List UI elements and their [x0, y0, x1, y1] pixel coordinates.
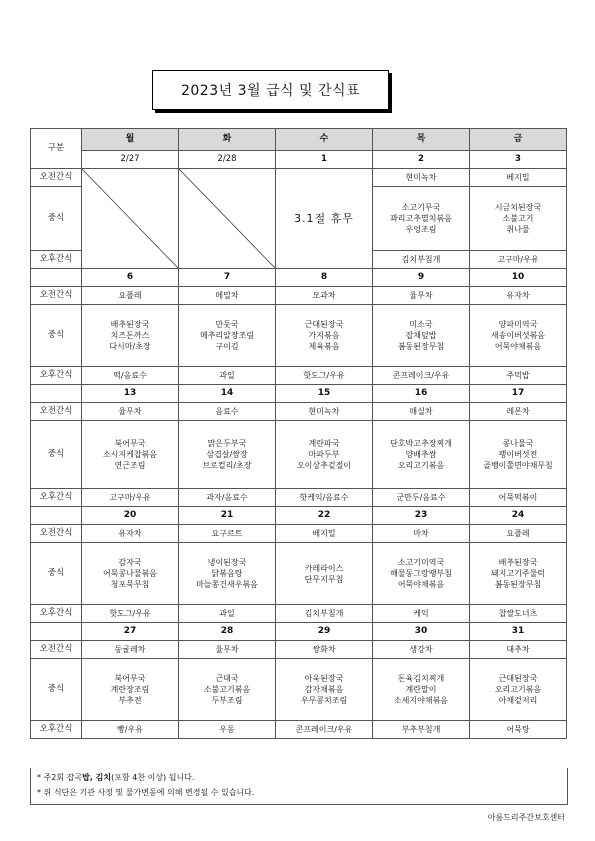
menu-cell [470, 659, 567, 721]
menu-cell [373, 421, 470, 489]
day-header-wed: 수 [276, 129, 373, 151]
row-label-morning: 오전간식 [31, 403, 82, 421]
menu-item: 제육볶음 [308, 342, 340, 351]
menu-cell: 주먹밥 [470, 367, 567, 385]
center-name: 아름드리주간보호센터 [487, 813, 565, 822]
menu-cell [82, 659, 179, 721]
menu-cell: 과일 [179, 367, 276, 385]
menu-item: 봄동된장무침 [494, 580, 542, 589]
menu-item: 봄동된장무침 [397, 342, 445, 351]
menu-item: 어묵야채볶음 [397, 580, 445, 589]
menu-item: 팽이버섯전 [498, 450, 538, 459]
menu-item: 소불고기 [502, 214, 534, 223]
menu-item: 청포묵무침 [110, 580, 150, 589]
date-cell: 7 [179, 269, 276, 287]
diagonal-line [179, 169, 275, 268]
menu-item: 해물동그랑땡부침 [390, 569, 452, 578]
menu-item: 근대된장국 [304, 320, 344, 329]
menu-cell [179, 543, 276, 605]
menu-cell [82, 543, 179, 605]
date-cell: 30 [373, 623, 470, 641]
date-cell: 9 [373, 269, 470, 287]
menu-cell: 부추부침개 [373, 721, 470, 739]
menu-cell: 마차 [373, 525, 470, 543]
row-label-lunch: 중식 [31, 543, 82, 605]
menu-item: 새송이버섯볶음 [490, 331, 546, 340]
menu-item: 계란말이 [405, 685, 437, 694]
menu-cell: 핫도그/우유 [276, 367, 373, 385]
menu-cell: 어묵떡볶이 [470, 489, 567, 507]
menu-item: 계란장조림 [110, 685, 150, 694]
menu-cell: 둥굴레차 [82, 641, 179, 659]
date-cell: 23 [373, 507, 470, 525]
note-2: * 위 식단은 기관 사정 및 물가변동에 의해 변경될 수 있습니다. [37, 788, 255, 797]
date-cell: 15 [276, 385, 373, 403]
row-label-lunch: 중식 [31, 659, 82, 721]
menu-item: 근대된장국 [498, 674, 538, 683]
menu-item: 마늘쫑건새우볶음 [196, 580, 258, 589]
diagonal-line [82, 169, 178, 268]
notes-box [30, 768, 568, 805]
menu-cell: 콘프레이크/우유 [373, 367, 470, 385]
menu-item: 우무콩치조림 [300, 696, 348, 705]
menu-cell: 쌍화차 [276, 641, 373, 659]
date-cell: 2 [373, 151, 470, 169]
menu-cell [373, 659, 470, 721]
menu-cell [82, 421, 179, 489]
empty-cell-mon [82, 169, 179, 269]
date-cell: 16 [373, 385, 470, 403]
date-cell: 2/27 [82, 151, 179, 169]
row-label-afternoon: 오후간식 [31, 251, 82, 269]
holiday-cell: 3.1절 휴무 [276, 169, 373, 269]
menu-cell [373, 543, 470, 605]
menu-cell [276, 659, 373, 721]
day-header-thu: 목 [373, 129, 470, 151]
menu-item: 미소국 [409, 320, 433, 329]
menu-item: 오리고기볶음 [494, 685, 542, 694]
date-cell: 28 [179, 623, 276, 641]
week-spacer [31, 623, 82, 641]
row-label-lunch: 중식 [31, 305, 82, 367]
menu-cell: 과자/음료수 [179, 489, 276, 507]
date-cell: 20 [82, 507, 179, 525]
menu-cell: 김치부침개 [276, 605, 373, 623]
menu-cell: 현미녹차 [276, 403, 373, 421]
menu-cell [179, 305, 276, 367]
menu-cell: 찹쌀도너츠 [470, 605, 567, 623]
menu-item: 메추리알장조림 [199, 331, 255, 340]
menu-item: 골뱅이쫄면야채무침 [483, 461, 553, 470]
date-cell: 17 [470, 385, 567, 403]
menu-item: 감자채볶음 [304, 685, 344, 694]
menu-item: 꽈리고추멸치볶음 [390, 214, 452, 223]
menu-item: 돼지고기주물럭 [490, 569, 546, 578]
menu-cell: 고구마/우유 [82, 489, 179, 507]
menu-item: 아채겉저리 [498, 696, 538, 705]
row-label-afternoon: 오후간식 [31, 489, 82, 507]
date-cell: 10 [470, 269, 567, 287]
menu-cell: 요플레 [82, 287, 179, 305]
menu-item: 계란파국 [308, 439, 340, 448]
menu-item: 두부조림 [211, 696, 243, 705]
menu-item: 브로컬리/초장 [202, 461, 252, 470]
date-cell: 13 [82, 385, 179, 403]
row-label-afternoon: 오후간식 [31, 605, 82, 623]
meal-table [30, 128, 567, 739]
menu-item: 잡채덮밥 [405, 331, 437, 340]
menu-cell: 대추차 [470, 641, 567, 659]
menu-item: 배추된장국 [110, 320, 150, 329]
menu-item: 단무지무침 [304, 574, 344, 584]
date-cell: 22 [276, 507, 373, 525]
menu-cell [470, 305, 567, 367]
menu-cell [470, 543, 567, 605]
menu-item: 냉이된장국 [207, 558, 247, 567]
date-cell: 21 [179, 507, 276, 525]
menu-cell: 케익 [373, 605, 470, 623]
date-cell: 8 [276, 269, 373, 287]
category-header: 구분 [31, 129, 82, 169]
date-cell: 3 [470, 151, 567, 169]
date-cell: 27 [82, 623, 179, 641]
menu-cell: 율무차 [179, 641, 276, 659]
menu-item: 양배추쌈 [405, 450, 437, 459]
menu-item: 배추된장국 [498, 558, 538, 567]
menu-item: 근대국 [215, 674, 239, 683]
menu-item: 우엉조림 [405, 225, 437, 234]
menu-cell: 유자차 [82, 525, 179, 543]
menu-item: 시금치된장국 [494, 203, 542, 212]
row-label-morning: 오전간식 [31, 287, 82, 305]
menu-item: 오리고기볶음 [397, 461, 445, 470]
row-label-afternoon: 오후간식 [31, 367, 82, 385]
menu-cell: 떡/음료수 [82, 367, 179, 385]
row-label-lunch: 중식 [31, 421, 82, 489]
menu-item: 만둣국 [215, 320, 239, 329]
page-title-text: 2023년 3월 급식 및 간식표 [180, 83, 361, 99]
menu-cell: 생강차 [373, 641, 470, 659]
menu-item: 감자국 [118, 558, 142, 567]
menu-cell: 율무차 [82, 403, 179, 421]
menu-cell [276, 421, 373, 489]
date-cell: 29 [276, 623, 373, 641]
menu-cell [276, 543, 373, 605]
week-spacer [31, 269, 82, 287]
menu-item: 아욱된장국 [304, 674, 344, 683]
menu-cell: 음료수 [179, 403, 276, 421]
menu-cell [82, 305, 179, 367]
menu-item: 카레라이스 [304, 563, 344, 573]
menu-cell [470, 421, 567, 489]
menu-item: 양파미역국 [498, 320, 538, 329]
menu-item: 콩나물국 [502, 439, 534, 448]
note-1: * 주2회 잡곡밥, 김치(포함 4찬 이상) 됩니다. [37, 773, 195, 782]
page-title [152, 70, 389, 110]
menu-cell [373, 187, 470, 251]
date-cell: 2/28 [179, 151, 276, 169]
menu-cell: 콘프레이크/우유 [276, 721, 373, 739]
menu-item: 북어무국 [114, 439, 146, 448]
menu-cell: 과일 [179, 605, 276, 623]
date-cell: 1 [276, 151, 373, 169]
menu-cell: 현미녹차 [373, 169, 470, 187]
menu-item: 삼겹살/쌈장 [206, 450, 248, 459]
row-label-lunch: 중식 [31, 187, 82, 251]
menu-cell: 요구르트 [179, 525, 276, 543]
menu-cell: 베지밀 [276, 525, 373, 543]
menu-item: 마파두부 [308, 450, 340, 459]
row-label-morning: 오전간식 [31, 641, 82, 659]
menu-item: 취나물 [506, 225, 530, 234]
menu-item: 소고기무국 [401, 203, 441, 212]
menu-cell: 모과차 [276, 287, 373, 305]
date-cell: 14 [179, 385, 276, 403]
menu-item: 연근조림 [114, 461, 146, 470]
row-label-morning: 오전간식 [31, 169, 82, 187]
menu-cell [470, 187, 567, 251]
menu-cell: 김치부침개 [373, 251, 470, 269]
menu-item: 단호박고추장찌개 [390, 439, 452, 448]
menu-item: 어묵콩나물볶음 [102, 569, 158, 578]
menu-item: 치즈돈까스 [110, 331, 150, 340]
menu-item: 소불고기볶음 [203, 685, 251, 694]
day-header-fri: 금 [470, 129, 567, 151]
menu-item: 어묵야채볶음 [494, 342, 542, 351]
menu-cell [179, 421, 276, 489]
menu-item: 오이상추겉절이 [296, 461, 352, 470]
menu-cell: 베지밀 [470, 169, 567, 187]
menu-cell [276, 305, 373, 367]
menu-item: 닭볶음탕 [211, 569, 243, 578]
menu-cell: 핫케익/음료수 [276, 489, 373, 507]
empty-cell-tue [179, 169, 276, 269]
menu-item: 다시마/초장 [109, 342, 151, 351]
row-label-afternoon: 오후간식 [31, 721, 82, 739]
menu-cell [179, 659, 276, 721]
week-spacer [31, 385, 82, 403]
menu-item: 가지볶음 [308, 331, 340, 340]
menu-cell: 매실차 [373, 403, 470, 421]
menu-cell: 핫도그/우유 [82, 605, 179, 623]
menu-item: 소시지케찹볶음 [102, 450, 158, 459]
menu-item: 돈육김치찌개 [397, 674, 445, 683]
date-cell: 31 [470, 623, 567, 641]
menu-item: 부추전 [118, 696, 142, 705]
menu-cell: 군만두/음료수 [373, 489, 470, 507]
week-spacer [31, 507, 82, 525]
menu-cell: 유자차 [470, 287, 567, 305]
date-cell: 24 [470, 507, 567, 525]
menu-item: 북어무국 [114, 674, 146, 683]
day-header-mon: 월 [82, 129, 179, 151]
menu-cell: 고구마/우유 [470, 251, 567, 269]
menu-cell: 율무차 [373, 287, 470, 305]
menu-item: 소세지야채볶음 [393, 696, 449, 705]
menu-cell: 레몬차 [470, 403, 567, 421]
menu-cell: 우동 [179, 721, 276, 739]
menu-cell: 빵/우유 [82, 721, 179, 739]
menu-cell: 어묵탕 [470, 721, 567, 739]
menu-item: 소고기미역국 [397, 558, 445, 567]
menu-cell: 요플레 [470, 525, 567, 543]
day-header-tue: 화 [179, 129, 276, 151]
menu-cell: 메밀차 [179, 287, 276, 305]
menu-item: 맑은두부국 [207, 439, 247, 448]
date-cell: 6 [82, 269, 179, 287]
menu-item: 구이김 [215, 342, 239, 351]
row-label-morning: 오전간식 [31, 525, 82, 543]
menu-cell [373, 305, 470, 367]
